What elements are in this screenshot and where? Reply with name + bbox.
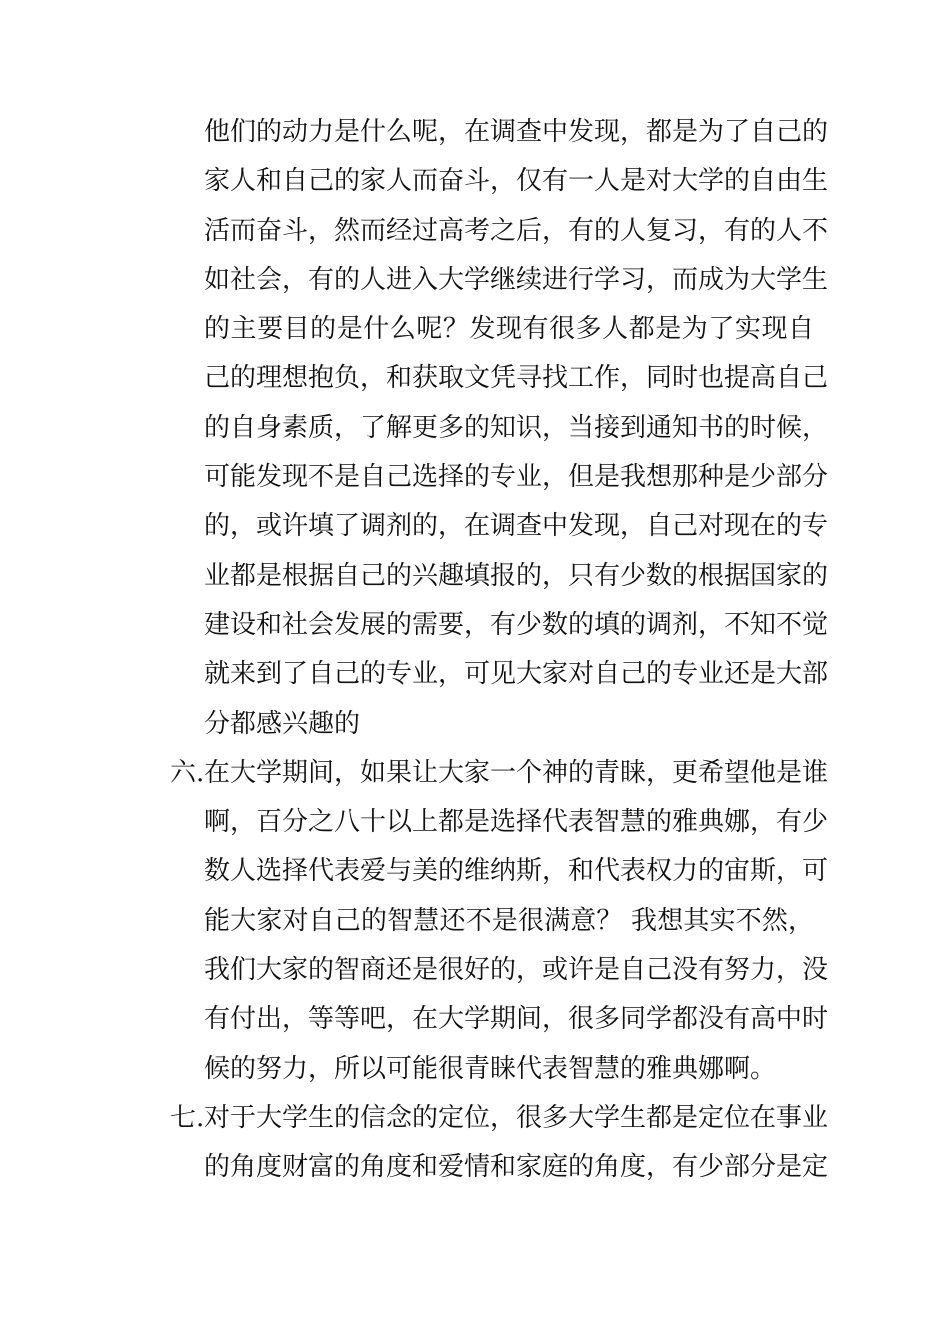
- text-line: 业都是根据自己的兴趣填报的，只有少数的根据国家的: [204, 560, 829, 591]
- text-line: 在大学期间，如果让大家一个神的青睐，更希望他是谁: [204, 757, 829, 788]
- text-line: 对于大学生的信念的定位，很多大学生都是定位在事业: [204, 1102, 829, 1133]
- text-line: 能大家对自己的智慧还不是很满意？ 我想其实不然，: [204, 905, 814, 936]
- text-line: 我们大家的智商还是很好的，或许是自己没有努力，没: [204, 955, 829, 986]
- list-item-six-first-line: [170, 749, 829, 798]
- text-line: 建设和社会发展的需要，有少数的填的调剂，不知不觉: [204, 609, 829, 640]
- text-line: 家人和自己的家人而奋斗，仅有一人是对大学的自由生: [204, 166, 829, 197]
- text-line: 的自身素质，了解更多的知识，当接到通知书的时候，: [204, 412, 829, 443]
- text-line: 可能发现不是自己选择的专业，但是我想那种是少部分: [204, 462, 829, 493]
- text-line: 分都感兴趣的: [204, 708, 361, 739]
- list-marker-seven: 七.: [170, 1102, 205, 1133]
- text-line: 数人选择代表爱与美的维纳斯，和代表权力的宙斯，可: [204, 856, 829, 887]
- text-line: 候的努力，所以可能很青睐代表智慧的雅典娜啊。: [204, 1053, 777, 1084]
- text-line: 就来到了自己的专业，可见大家对自己的专业还是大部: [204, 659, 829, 690]
- list-marker-six: 六.: [170, 757, 205, 788]
- text-line: 如社会，有的人进入大学继续进行学习，而成为大学生: [204, 264, 829, 295]
- text-line: 他们的动力是什么呢，在调查中发现，都是为了自己的: [204, 117, 829, 147]
- text-line: 有付出，等等吧，在大学期间，很多同学都没有高中时: [204, 1004, 829, 1035]
- text-line: 的，或许填了调剂的，在调查中发现，自己对现在的专: [204, 511, 829, 542]
- list-item-seven-first-line: [170, 1094, 829, 1143]
- text-line: 的主要目的是什么呢？发现有很多人都是为了实现自: [204, 314, 814, 345]
- document-body: [170, 108, 829, 1193]
- text-line: 的角度财富的角度和爱情和家庭的角度，有少部分是定: [204, 1152, 829, 1183]
- text-line: 啊，百分之八十以上都是选择代表智慧的雅典娜，有少: [204, 807, 829, 838]
- text-line: 己的理想抱负，和获取文凭寻找工作，同时也提高自己: [204, 363, 829, 394]
- text-line: 活而奋斗，然而经过高考之后，有的人复习，有的人不: [204, 215, 829, 246]
